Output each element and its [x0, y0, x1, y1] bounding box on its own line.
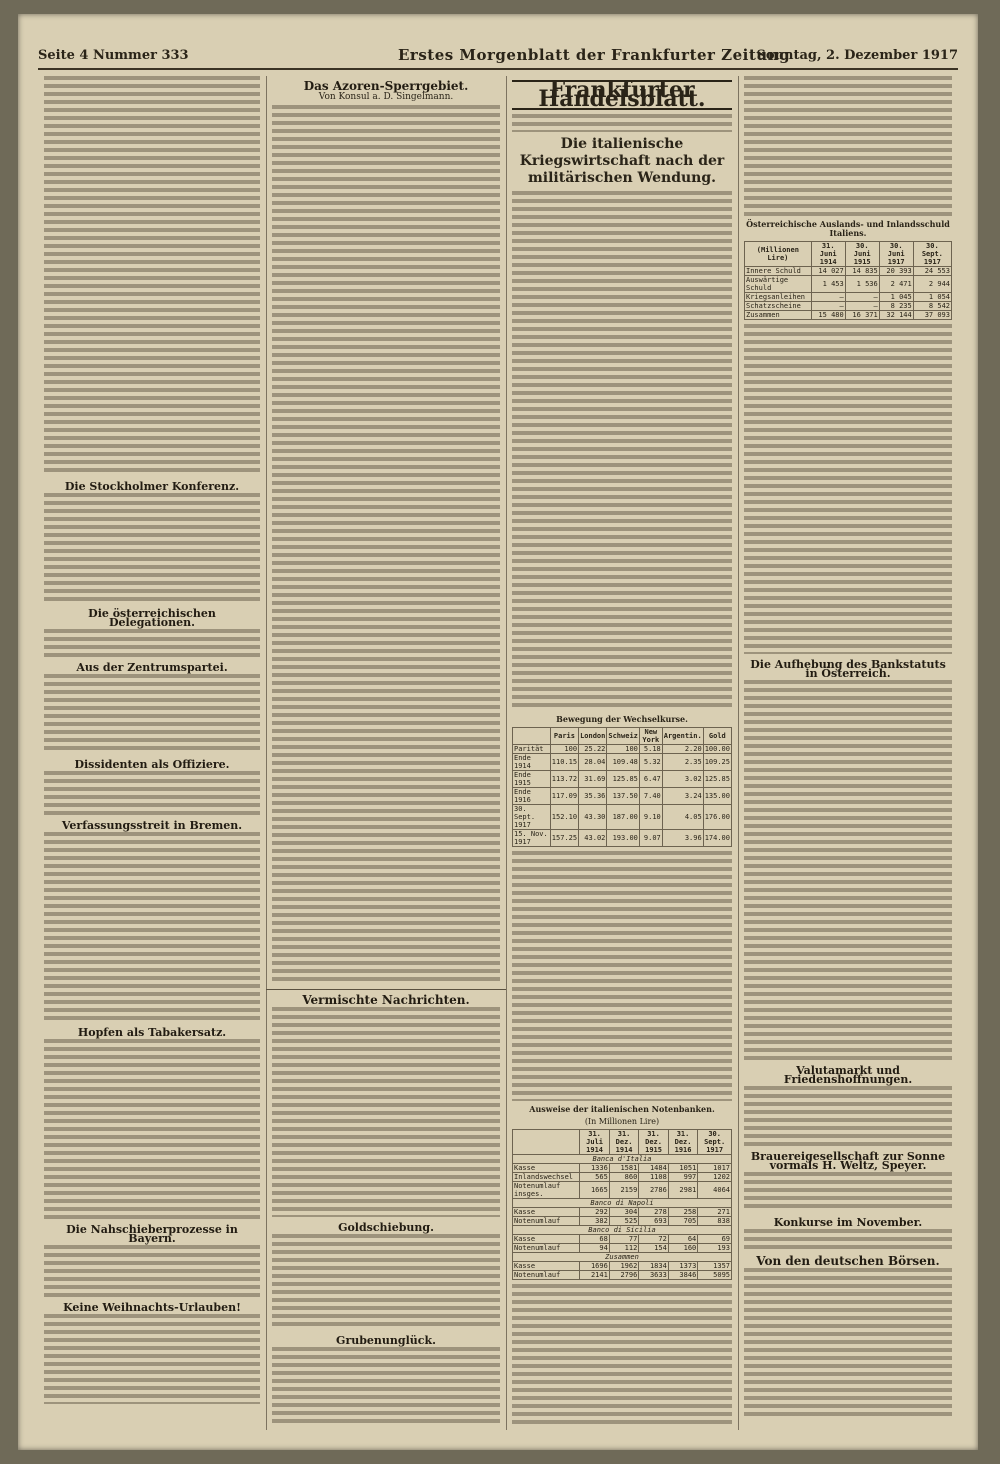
table-cell: 16 371	[845, 311, 879, 320]
table-cell: 6.47	[639, 771, 662, 788]
table-cell: 5095	[698, 1271, 732, 1280]
table-cell: 160	[668, 1244, 697, 1253]
table-row	[513, 1182, 732, 1199]
table-cell: 117.09	[550, 788, 578, 805]
table-cell: 100	[607, 745, 640, 754]
table-cell: 100.00	[704, 745, 730, 753]
table-section-label: Zusammen	[513, 1253, 732, 1262]
table-cell: 154	[639, 1244, 668, 1253]
notenbank-unit: (In Millionen Lire)	[584, 1117, 660, 1126]
headline: Hopfen als Tabakersatz.	[77, 1026, 227, 1039]
table-row	[745, 293, 952, 302]
table-row	[745, 311, 952, 320]
table-cell: 72	[639, 1235, 668, 1244]
article-zentrumspartei	[44, 663, 260, 754]
headline: Vermischte Nachrichten.	[302, 993, 470, 1007]
table-header: 31. Dez. 1916	[668, 1130, 697, 1155]
table-cell: 8 235	[879, 302, 913, 311]
table-cell: Notenumlauf	[513, 1271, 580, 1280]
table-cell: Zusammen	[745, 311, 812, 320]
table-header: 31. Dez. 1915	[639, 1130, 668, 1155]
table-cell: —	[811, 293, 845, 302]
table-header: New York	[639, 728, 662, 745]
table-cell: 176.00	[703, 805, 731, 830]
table-cell: 110.15	[550, 754, 578, 771]
table-header	[513, 728, 551, 745]
table-row	[745, 276, 952, 293]
headline: Das Azoren-Sperrgebiet.	[303, 79, 469, 93]
table-cell: 1373	[668, 1262, 697, 1271]
table-cell: 2.20	[662, 745, 703, 754]
table-cell: 20 393	[879, 267, 913, 276]
table-cell: 1017	[698, 1164, 732, 1173]
headline: Verfassungsstreit in Bremen.	[61, 819, 243, 832]
debt-table	[744, 241, 952, 320]
lead-headline: Die italienische Kriegswirtschaft nach der militärischen Wendung.	[519, 136, 725, 186]
article-valutamarkt	[744, 1066, 952, 1146]
table-cell: Kasse	[513, 1164, 580, 1173]
table-cell: 4.05	[662, 805, 703, 830]
column-2	[266, 76, 507, 1430]
table-row	[513, 805, 732, 830]
table-cell: 382	[580, 1217, 609, 1226]
table-cell: —	[845, 302, 879, 311]
section-title: Frankfurter Handelsblatt.	[512, 80, 732, 110]
table-header: 30. Sept. 1917	[913, 242, 951, 267]
table-cell: 1834	[639, 1262, 668, 1271]
article-grubenunglueck	[272, 1336, 500, 1427]
table-cell: 1108	[639, 1173, 668, 1182]
table-cell: 35.36	[579, 788, 607, 805]
issue-date: Sonntag, 2. Dezember 1917	[756, 48, 958, 63]
table-cell: 14 835	[845, 267, 879, 276]
table-cell: Ende 1914	[513, 754, 551, 771]
table-cell: 193	[698, 1244, 732, 1253]
table-cell: 24 553	[913, 267, 951, 276]
table-cell: 9.10	[639, 805, 662, 830]
table-cell: 15. Nov. 1917	[513, 830, 551, 847]
table-header: 31. Juni 1914	[811, 242, 845, 267]
table-cell: Kasse	[513, 1235, 580, 1244]
table-cell: 31.69	[579, 771, 607, 788]
table-cell: Notenumlauf insges.	[513, 1182, 580, 1199]
table-cell: 37 093	[913, 311, 951, 320]
table-cell: 2 471	[879, 276, 913, 293]
table-cell: 2796	[609, 1271, 638, 1280]
notenbank-table-title: Ausweise der italienischen Notenbanken.	[529, 1104, 715, 1114]
table-cell: 77	[609, 1235, 638, 1244]
column-3	[506, 76, 739, 1430]
headline: Die Nahschieberprozesse in Bayern.	[66, 1223, 238, 1245]
table-row	[513, 1262, 732, 1271]
article-brauerei	[744, 1152, 952, 1212]
table-cell: 15 480	[811, 311, 845, 320]
table-cell: 5.18	[639, 745, 662, 754]
table-cell: 69	[698, 1235, 732, 1244]
table-cell: Notenumlauf	[513, 1244, 580, 1253]
table-cell: 1336	[580, 1164, 609, 1173]
table-cell: 1202	[698, 1173, 732, 1182]
table-cell: Kasse	[513, 1208, 580, 1217]
table-header: (Millionen Lire)	[745, 242, 812, 267]
table-row	[513, 830, 732, 847]
table-cell: 3633	[639, 1271, 668, 1280]
table-row	[513, 1208, 732, 1217]
table-section-label: Banco di Napoli	[513, 1199, 732, 1208]
table-cell: 152.10	[550, 805, 578, 830]
table-cell: Auswärtige Schuld	[745, 276, 812, 293]
article-hopfen	[44, 1028, 260, 1219]
article-dissidenten	[44, 760, 260, 815]
table-cell: 3.24	[662, 788, 703, 805]
table-cell: 43.02	[579, 830, 607, 847]
table-cell: Innere Schuld	[745, 267, 812, 276]
table-cell: 5.32	[639, 754, 662, 771]
table-cell: 292	[580, 1208, 609, 1217]
table-cell: 565	[580, 1173, 609, 1182]
notenbank-table	[512, 1129, 732, 1280]
table-header: 30. Juni 1917	[879, 242, 913, 267]
fx-table	[512, 727, 732, 847]
table-cell: Notenumlauf	[513, 1217, 580, 1226]
article-goldschiebung	[272, 1223, 500, 1330]
table-cell: Schatzscheine	[745, 302, 812, 311]
table-cell: 3846	[668, 1271, 697, 1280]
table-row	[513, 788, 732, 805]
table-header: Gold	[703, 728, 731, 745]
table-cell: Ende 1916	[513, 788, 551, 805]
table-header: Argentin.	[662, 728, 703, 745]
page-number: Seite 4 Nummer 333	[38, 48, 189, 63]
table-cell: 3.96	[662, 830, 703, 847]
table-cell: 8 542	[913, 302, 951, 311]
table-cell: 94	[580, 1244, 609, 1253]
fx-table-title: Bewegung der Wechselkurse.	[556, 714, 688, 724]
article-weihnachten	[44, 1303, 260, 1404]
article-bankstatut	[744, 660, 952, 1060]
table-cell: —	[845, 293, 879, 302]
table-cell: —	[811, 302, 845, 311]
table-row	[513, 1217, 732, 1226]
table-header: 30. Juni 1915	[845, 242, 879, 267]
table-cell: 2981	[668, 1182, 697, 1199]
table-cell: 30. Sept. 1917	[513, 805, 551, 830]
table-cell: 68	[580, 1235, 609, 1244]
table-row	[745, 267, 952, 276]
table-cell: 860	[609, 1173, 638, 1182]
table-cell: 193.00	[607, 830, 640, 847]
table-cell: 304	[609, 1208, 638, 1217]
table-row	[513, 1164, 732, 1173]
table-row	[513, 754, 732, 771]
headline: Keine Weihnachts-Urlauben!	[63, 1301, 241, 1314]
column-4	[738, 76, 958, 1430]
table-cell: 7.40	[639, 788, 662, 805]
table-row	[513, 771, 732, 788]
table-cell: 1 536	[845, 276, 879, 293]
table-row	[513, 1271, 732, 1280]
table-cell: 838	[698, 1217, 732, 1226]
table-cell: 1357	[698, 1262, 732, 1271]
table-cell: 1581	[609, 1164, 638, 1173]
table-cell: 28.04	[579, 754, 607, 771]
headline: Goldschiebung.	[338, 1221, 434, 1234]
table-header: 31. Juli 1914	[580, 1130, 609, 1155]
newspaper-title: Erstes Morgenblatt der Frankfurter Zeitung	[398, 46, 791, 64]
table-header: 30. Sept. 1917	[698, 1130, 732, 1155]
masthead	[38, 44, 958, 70]
column-1	[38, 76, 267, 1430]
headline: Aus der Zentrumspartei.	[76, 661, 228, 674]
headline: Von den deutschen Börsen.	[756, 1254, 940, 1268]
table-cell: 2141	[580, 1271, 609, 1280]
table-header: Schweiz	[607, 728, 640, 745]
table-cell: 25.22	[579, 745, 607, 754]
article-vermischtes	[272, 993, 500, 1217]
headline: Die Aufhebung des Bankstatuts in Österreich.	[750, 658, 946, 680]
table-header: Paris	[550, 728, 578, 745]
table-cell: 2786	[639, 1182, 668, 1199]
table-cell: 4064	[698, 1182, 732, 1199]
table-cell: 135.00	[703, 788, 731, 805]
table-section-label: Banco di Sicilia	[513, 1226, 732, 1235]
article-nahschieber	[44, 1225, 260, 1297]
table-cell: 174.00	[703, 830, 731, 847]
article-konkurse	[744, 1218, 952, 1251]
table-cell: 109.48	[607, 754, 640, 771]
headline: Dissidenten als Offiziere.	[74, 758, 230, 771]
table-cell: 1665	[580, 1182, 609, 1199]
table-cell: 14 027	[811, 267, 845, 276]
table-cell: 3.02	[662, 771, 703, 788]
table-cell: 109.25	[703, 754, 731, 771]
table-cell: 1696	[580, 1262, 609, 1271]
table-cell: 997	[668, 1173, 697, 1182]
table-row	[513, 1173, 732, 1182]
table-cell: 100	[550, 745, 578, 754]
table-cell: Kasse	[513, 1262, 580, 1271]
table-cell: 278	[639, 1208, 668, 1217]
table-cell: 1051	[668, 1164, 697, 1173]
article-azoren	[272, 79, 500, 985]
table-cell: 1962	[609, 1262, 638, 1271]
headline: Konkurse im November.	[773, 1216, 923, 1229]
table-row	[513, 1235, 732, 1244]
article-delegationen	[44, 609, 260, 657]
table-cell: 112	[609, 1244, 638, 1253]
table-cell: 1484	[639, 1164, 668, 1173]
table-cell: 125.85	[703, 771, 731, 788]
table-cell: 43.30	[579, 805, 607, 830]
table-row	[745, 302, 952, 311]
table-cell: 258	[668, 1208, 697, 1217]
headline: Valutamarkt und Friedenshoffnungen.	[783, 1064, 913, 1086]
table-row	[513, 745, 732, 754]
headline: Brauereigesellschaft zur Sonne vormals H. Weltz, Speyer.	[750, 1150, 946, 1172]
table-cell: 157.25	[550, 830, 578, 847]
table-cell: 2159	[609, 1182, 638, 1199]
table-section-label: Banca d'Italia	[513, 1155, 732, 1164]
table-cell: 1 453	[811, 276, 845, 293]
byline: Von Konsul a. D. Singelmann.	[318, 92, 454, 102]
table-cell: Kriegsanleihen	[745, 293, 812, 302]
table-cell: Ende 1915	[513, 771, 551, 788]
table-cell: 271	[698, 1208, 732, 1217]
table-cell: 2 944	[913, 276, 951, 293]
table-header: London	[579, 728, 607, 745]
table-cell: Parität	[513, 745, 551, 754]
headline: Die Stockholmer Konferenz.	[64, 480, 240, 493]
table-header	[513, 1130, 580, 1155]
table-cell: 705	[668, 1217, 697, 1226]
article-organisation	[44, 76, 260, 476]
lead-article	[512, 114, 732, 711]
table-cell: 9.07	[639, 830, 662, 847]
debt-table-title: Österreichische Auslands- und Inlandsschuld Italiens.	[746, 219, 950, 238]
article-stockholm	[44, 482, 260, 603]
table-cell: 187.00	[607, 805, 640, 830]
article-bremen	[44, 821, 260, 1022]
table-cell: 1 045	[879, 293, 913, 302]
table-cell: 2.35	[662, 754, 703, 771]
table-header: 31. Dez. 1914	[609, 1130, 638, 1155]
table-cell: 32 144	[879, 311, 913, 320]
table-cell: 64	[668, 1235, 697, 1244]
table-row	[513, 1244, 732, 1253]
table-cell: Inlandswechsel	[513, 1173, 580, 1182]
headline: Die österreichischen Delegationen.	[88, 607, 216, 629]
article-boersen	[744, 1254, 952, 1418]
headline: Grubenunglück.	[336, 1334, 436, 1347]
newspaper-page	[18, 14, 978, 1450]
table-cell: 525	[609, 1217, 638, 1226]
table-cell: 113.72	[550, 771, 578, 788]
table-cell: 125.85	[607, 771, 640, 788]
table-cell: 137.50	[607, 788, 640, 805]
table-cell: 693	[639, 1217, 668, 1226]
table-cell: 1 054	[913, 293, 951, 302]
